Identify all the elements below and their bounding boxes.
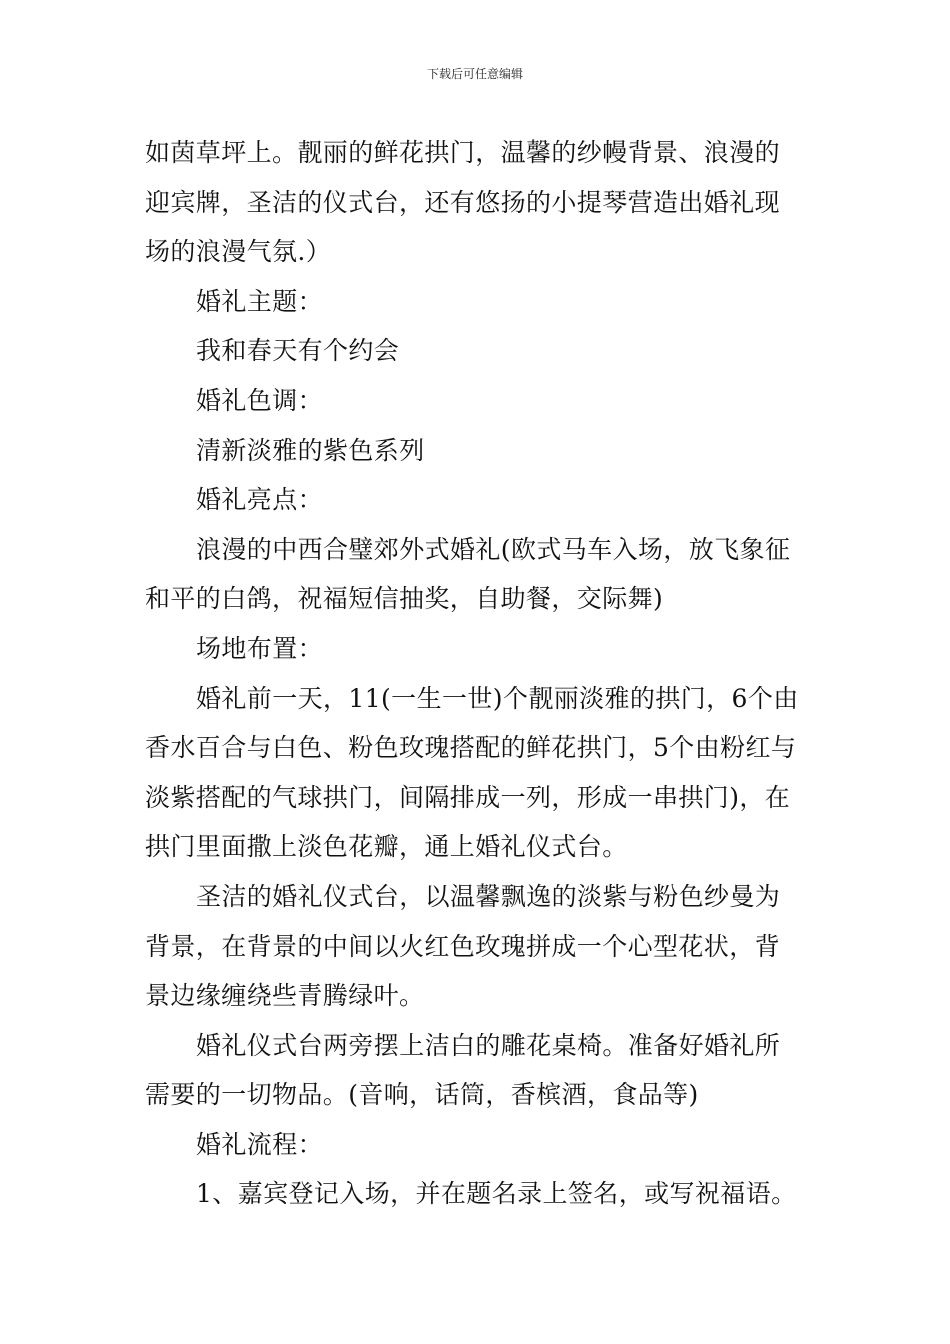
heading-wedding-theme: 婚礼主题：: [196, 286, 324, 316]
heading-wedding-process: 婚礼流程：: [196, 1129, 324, 1159]
page-header: 下载后可任意编辑: [426, 67, 523, 81]
paragraph-highlights-value: 浪漫的中西合璧郊外式婚礼(欧式马车入场，放飞象征 和平的白鸽，祝福短信抽奖，自助餐，交际舞): [145, 534, 791, 614]
paragraph-tables-supplies: 婚礼仪式台两旁摆上洁白的雕花桌椅。准备好婚礼所 需要的一切物品。(音响，话筒，香槟酒，食品等): [145, 1030, 781, 1110]
heading-wedding-color: 婚礼色调：: [196, 385, 324, 415]
heading-venue-setup: 场地布置：: [196, 633, 324, 663]
paragraph-theme-value: 我和春天有个约会: [196, 336, 400, 366]
document-body: [145, 128, 810, 1219]
paragraph-intro-continuation: 如茵草坪上。靓丽的鲜花拱门，温馨的纱幔背景、浪漫的 迎宾牌，圣洁的仪式台，还有悠扬的小提琴营造出婚礼现 场的浪漫气氛.）: [145, 138, 781, 267]
paragraph-ceremony-stage: 圣洁的婚礼仪式台，以温馨飘逸的淡紫与粉色纱曼为 背景，在背景的中间以火红色玫瑰拼成一个心型花状，背 景边缘缠绕些青腾绿叶。: [145, 881, 781, 1011]
paragraph-arches: 婚礼前一天，11(一生一世)个靓丽淡雅的拱门，6个由 香水百合与白色、粉色玫瑰搭配的鲜花拱门，5个由粉红与 淡紫搭配的气球拱门，间隔排成一列，形成一串拱门)，在 拱门里面撒上淡色花瓣，通上婚礼仪式台。: [145, 683, 799, 862]
paragraph-process-step-1: 1、嘉宾登记入场，并在题名录上签名，或写祝福语。: [196, 1179, 797, 1209]
heading-wedding-highlights: 婚礼亮点：: [196, 485, 324, 515]
paragraph-color-value: 清新淡雅的紫色系列: [196, 435, 425, 465]
